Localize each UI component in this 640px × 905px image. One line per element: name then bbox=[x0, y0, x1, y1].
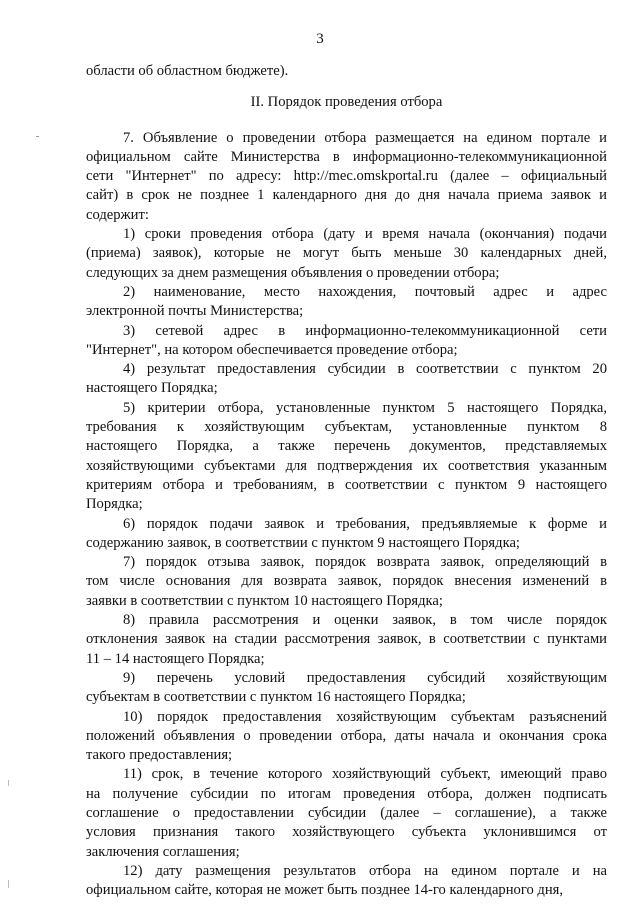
continuation-line: области об областном бюджете). bbox=[86, 63, 289, 79]
paragraph-p7-12 bbox=[86, 862, 607, 901]
text-line: 4) результат предоставления субсидии в соответствии с пунктом 20 bbox=[123, 361, 607, 378]
paragraph-p7-11 bbox=[86, 765, 607, 861]
text-line: настоящего Порядка; bbox=[86, 380, 218, 397]
text-line: 3) сетевой адрес в информационно-телекоммуникационной сети bbox=[123, 322, 607, 339]
text-line: "Интернет", на котором обеспечивается проведение отбора; bbox=[86, 341, 458, 358]
text-line: 7) порядок отзыва заявок, порядок возврата заявок, определяющий в bbox=[123, 554, 607, 571]
paragraph-p7-3 bbox=[86, 322, 607, 361]
text-line: заявки в соответствии с пунктом 10 настоящего Порядка; bbox=[86, 592, 443, 609]
text-line: 6) порядок подачи заявок и требования, предъявляемые к форме и bbox=[123, 515, 607, 532]
left-margin-mark bbox=[8, 880, 9, 888]
paragraph-p7-8 bbox=[86, 611, 607, 669]
document-body bbox=[86, 62, 607, 900]
text-line: условия признания такого хозяйствующего субъекта уклонившимся от bbox=[86, 824, 607, 841]
section-heading: II. Порядок проведения отбора bbox=[250, 94, 443, 111]
text-line: положений объявления о проведении отбора, даты начала и окончания срока bbox=[86, 727, 607, 744]
spacer bbox=[86, 81, 607, 93]
text-line: заключения соглашения; bbox=[86, 843, 240, 860]
page-number: 3 bbox=[316, 31, 324, 47]
text-line: 7. Объявление о проведении отбора размещается на едином портале и bbox=[123, 129, 607, 146]
text-line: на получение субсидии по итогам проведения отбора, должен подписать bbox=[86, 785, 607, 802]
text-line: субъектам в соответствии с пунктом 16 настоящего Порядка; bbox=[86, 689, 466, 706]
text-line: Порядка; bbox=[86, 496, 143, 513]
text-line: содержанию заявок, в соответствии с пунктом 9 настоящего Порядка; bbox=[86, 534, 520, 551]
text-line: соглашение о предоставлении субсидии (далее – соглашение), а также bbox=[86, 804, 607, 821]
text-line: требования к хозяйствующим субъектам, установленные пунктом 8 bbox=[86, 419, 607, 436]
text-line: настоящего Порядка, а также перечень документов, представляемых bbox=[86, 438, 607, 455]
text-line: такого предоставления; bbox=[86, 747, 233, 764]
left-margin-mark bbox=[8, 780, 9, 786]
text-line: 11) срок, в течение которого хозяйствующий субъект, имеющий право bbox=[123, 766, 607, 783]
margin-tick-mark bbox=[36, 136, 39, 137]
text-line: 11 – 14 настоящего Порядка; bbox=[86, 650, 265, 667]
text-line: следующих за днем размещения объявления о проведении отбора; bbox=[86, 264, 500, 281]
paragraph-p7-6 bbox=[86, 515, 607, 554]
text-line: сайт) в срок не позднее 1 календарного дня до дня начала приема заявок и bbox=[86, 187, 607, 204]
paragraph-p7-5 bbox=[86, 399, 607, 515]
text-line: том числе основания для возврата заявок, порядок внесения изменений в bbox=[86, 573, 607, 590]
paragraph-list bbox=[86, 129, 607, 901]
paragraph-p7-9 bbox=[86, 669, 607, 708]
text-line: электронной почты Министерства; bbox=[86, 303, 304, 320]
text-line: официальном сайте, которая не может быть позднее 14-го календарного дня, bbox=[86, 882, 563, 899]
text-line: официальном сайте Министерства в информационно-телекоммуникационной bbox=[86, 148, 607, 165]
text-line: 9) перечень условий предоставления субсидий хозяйствующим bbox=[123, 669, 607, 686]
paragraph-p7-7 bbox=[86, 553, 607, 611]
text-line: критериям отбора и требованиям, в соответствии с пунктом 9 настоящего bbox=[86, 476, 607, 493]
paragraph-p7-10 bbox=[86, 708, 607, 766]
text-line: хозяйствующими субъектами для подтверждения их соответствия указанным bbox=[86, 457, 607, 474]
paragraph-p7 bbox=[86, 129, 607, 225]
text-line: 12) дату размещения результатов отбора на едином портале и на bbox=[123, 862, 607, 879]
text-line: 1) сроки проведения отбора (дату и время начала (окончания) подачи bbox=[123, 226, 607, 243]
text-line: (приема) заявок), которые не могут быть меньше 30 календарных дней, bbox=[86, 245, 607, 262]
text-line: 2) наименование, место нахождения, почтовый адрес и адрес bbox=[123, 283, 607, 300]
spacer bbox=[86, 113, 607, 129]
text-line: отклонения заявок на стадии рассмотрения заявок, в соответствии с пунктами bbox=[86, 631, 607, 648]
text-line: сети "Интернет" по адресу: http://mec.omskportal.ru (далее – официальный bbox=[86, 168, 607, 185]
paragraph-p7-2 bbox=[86, 283, 607, 322]
text-line: 5) критерии отбора, установленные пунктом 5 настоящего Порядка, bbox=[123, 399, 607, 416]
paragraph-p7-4 bbox=[86, 360, 607, 399]
text-line: содержит: bbox=[86, 206, 149, 223]
text-line: 10) порядок предоставления хозяйствующим субъектам разъяснений bbox=[123, 708, 607, 725]
text-line: 8) правила рассмотрения и оценки заявок, в том числе порядок bbox=[123, 612, 607, 629]
paragraph-p7-1 bbox=[86, 225, 607, 283]
